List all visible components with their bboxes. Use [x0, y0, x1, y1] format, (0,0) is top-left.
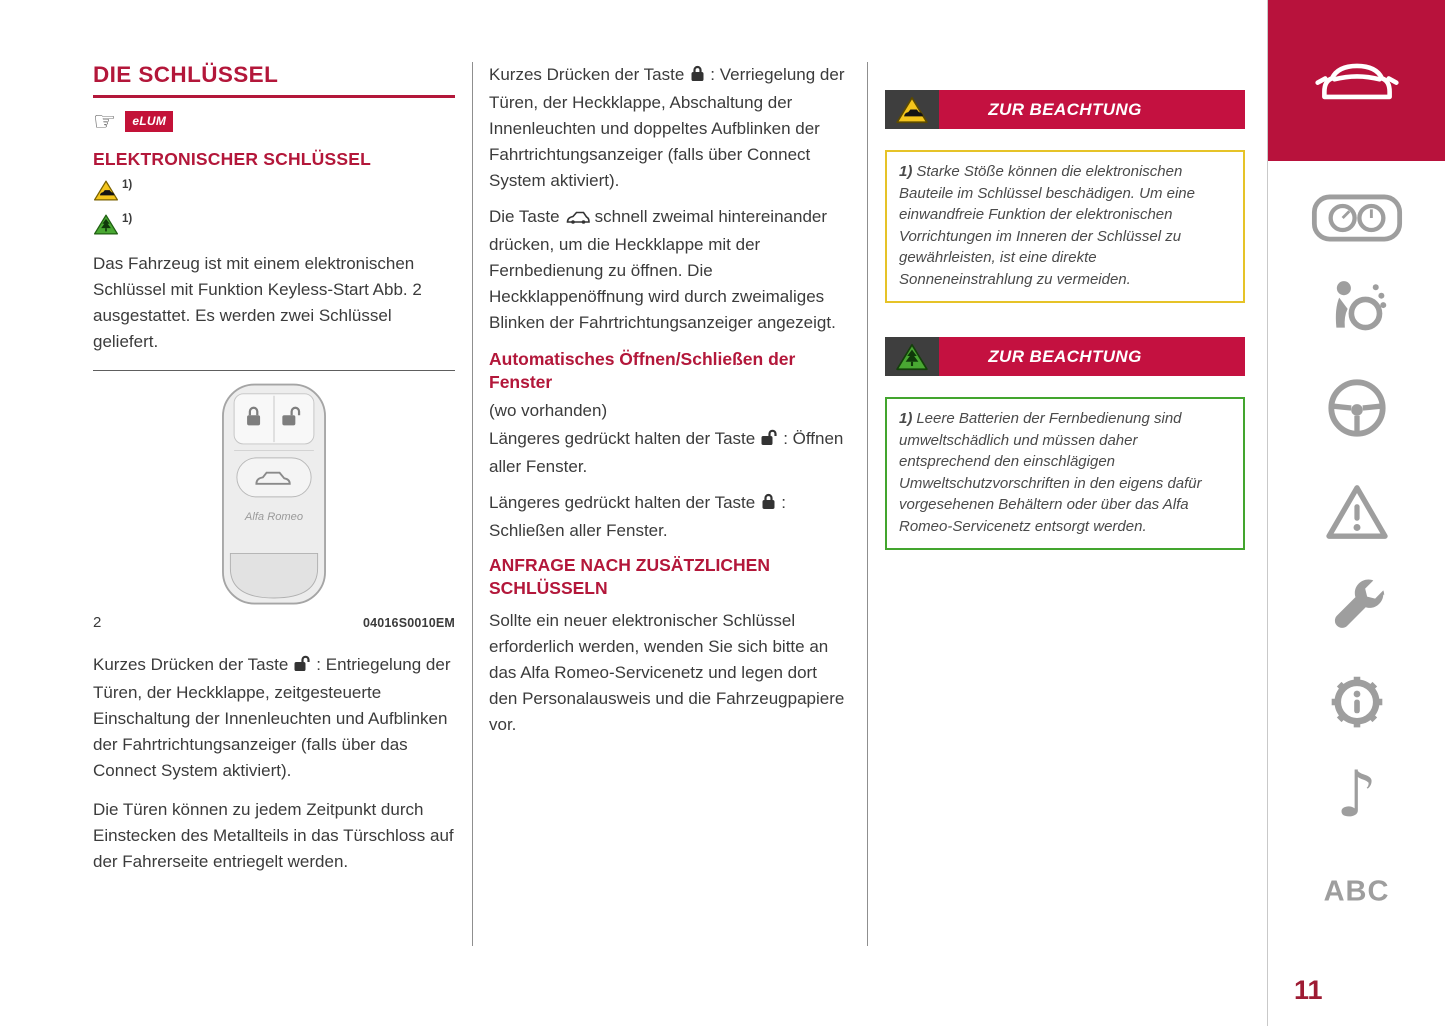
dashboard-gauges-icon — [1311, 191, 1403, 245]
title-underline — [93, 95, 455, 98]
unlock-paragraph — [93, 652, 455, 784]
pointing-hand-icon: ☞ — [93, 106, 117, 136]
paragraph-text: : Schließen aller Fenster. — [489, 493, 786, 540]
open-padlock-icon — [294, 654, 311, 680]
section-heading: ELEKTRONISCHER SCHLÜSSEL — [93, 149, 372, 169]
open-padlock-icon — [761, 428, 778, 454]
open-windows-paragraph — [489, 426, 847, 480]
figure-number: 2 — [93, 614, 102, 631]
sidebar-tab-multimedia[interactable] — [1268, 758, 1445, 832]
paragraph-text: Die Taste — [489, 207, 560, 226]
additional-keys-paragraph: Sollte ein neuer elektronischer Schlüssel erforderlich werden, wenden Sie sich bitte an das Alfa Romeo-Servicenetz und legen dort den Personalausweis und die Fahrzeugpapiere vor. — [489, 611, 845, 734]
sidebar-tab-dashboard[interactable] — [1268, 191, 1445, 245]
chapter-sidebar — [1267, 0, 1445, 1026]
paragraph-text: Kurzes Drücken der Taste — [93, 655, 289, 674]
notice-banner-1 — [885, 90, 1245, 129]
info-gear-icon — [1327, 672, 1387, 732]
windows-heading: Automatisches Öffnen/Schließen der Fenster — [489, 349, 796, 392]
page-number: 11 — [1294, 975, 1323, 1005]
left-column — [93, 62, 455, 875]
sidebar-tab-technical-data[interactable] — [1268, 672, 1445, 732]
paragraph-text: : Entriegelung der Türen, der Heckklappe, zeitgesteuerte Einschaltung der Innenleuchten und Aufblinken der Fahrtrichtungsanzeiger (falls über das Connect System aktiviert). — [93, 655, 451, 780]
page-title: DIE SCHLÜSSEL — [93, 62, 279, 87]
reference-number: 1) — [122, 213, 133, 225]
figure-code: 04016S0010EM — [362, 616, 455, 630]
close-windows-paragraph — [489, 490, 847, 544]
paragraph-text: schnell zweimal hintereinander drücken, um die Heckklappe mit der Fernbedienung zu öffnen. Die Heckklappenöffnung wird durch zweimaliges Blinken der Fahrtrichtungsanzeiger angezeigt. — [489, 207, 836, 332]
abc-index-label: ABC — [1323, 875, 1390, 908]
green-environment-triangle-icon — [93, 213, 119, 236]
airbag-person-icon — [1327, 276, 1387, 336]
banner-label: ZUR BEACHTUNG — [988, 346, 1142, 366]
column-divider — [472, 62, 473, 946]
doors-paragraph: Die Türen können zu jedem Zeitpunkt durch Einstecken des Metallteils in das Türschloss auf der Fahrerseite entriegelt werden. — [93, 800, 454, 871]
sidebar-tab-active[interactable] — [1268, 0, 1445, 161]
key-figure — [93, 370, 455, 631]
music-note-icon: ♪ — [1336, 758, 1377, 832]
lock-paragraph — [489, 62, 847, 194]
reference-number: 1) — [122, 179, 133, 191]
sidebar-tab-safety[interactable] — [1268, 276, 1445, 336]
closed-padlock-icon — [761, 492, 776, 518]
notice-box-batteries — [885, 397, 1245, 550]
car-front-icon — [1311, 55, 1403, 107]
figure-caption — [93, 614, 455, 631]
trunk-release-icon — [566, 206, 590, 232]
availability-note: (wo vorhanden) — [489, 401, 608, 420]
yellow-warning-triangle-icon — [93, 179, 119, 202]
intro-paragraph: Das Fahrzeug ist mit einem elektronischen Schlüssel mit Funktion Keyless-Start Abb. 2 ausgestattet. Es werden zwei Schlüssel geliefert. — [93, 254, 422, 351]
key-brand-script: Alfa Romeo — [244, 511, 304, 524]
notice-marker: 1) — [899, 163, 913, 180]
notices-column — [885, 90, 1245, 550]
notice-box-impact — [885, 150, 1245, 303]
key-fob-image — [184, 379, 364, 611]
trunk-paragraph — [489, 204, 847, 336]
notice-text: Leere Batterien der Fernbedienung sind umweltschädlich und müssen daher entsprechend den einschlägigen Umweltschutzvorschriften in den eigens dafür vorgesehenen Behältern oder über das Alfa Romeo-Servicenetz entsorgt werden. — [899, 410, 1202, 535]
middle-column — [489, 62, 847, 748]
elum-badge: eLUM — [125, 111, 173, 132]
sidebar-tab-driving[interactable] — [1268, 377, 1445, 439]
steering-wheel-icon — [1326, 377, 1388, 439]
closed-padlock-icon — [690, 64, 705, 90]
notice-marker: 1) — [899, 410, 913, 427]
sidebar-tab-maintenance[interactable] — [1268, 578, 1445, 636]
paragraph-text: : Verriegelung der Türen, der Heckklappe, Abschaltung der Innenleuchten und doppeltes Aufblinken der Fahrtrichtungsanzeiger (falls über Connect System aktiviert). — [489, 65, 845, 190]
banner-label: ZUR BEACHTUNG — [988, 99, 1142, 119]
sidebar-tab-emergency[interactable] — [1268, 483, 1445, 541]
paragraph-text: Längeres gedrückt halten der Taste — [489, 429, 756, 448]
additional-keys-heading: ANFRAGE NACH ZUSÄTZLICHEN SCHLÜSSELN — [489, 555, 770, 598]
notice-banner-2 — [885, 337, 1245, 376]
wrench-icon — [1328, 578, 1386, 636]
warning-triangle-icon — [1326, 483, 1388, 541]
notice-text: Starke Stöße können die elektronischen Bauteile im Schlüssel beschädigen. Um eine einwandfreie Funktion der elektronischen Vorrichtungen im Inneren der Schlüssel zu gewährleisten, ist eine direkte Sonneneinstrahlung zu vermeiden. — [899, 163, 1195, 288]
paragraph-text: : Öffnen aller Fenster. — [489, 429, 844, 476]
column-divider — [867, 62, 868, 946]
warning-reference-green — [93, 213, 455, 238]
paragraph-text: Längeres gedrückt halten der Taste — [489, 493, 756, 512]
warning-reference-yellow — [93, 179, 455, 204]
paragraph-text: Kurzes Drücken der Taste — [489, 65, 685, 84]
sidebar-tab-index[interactable] — [1268, 876, 1445, 909]
elum-row — [93, 108, 455, 134]
